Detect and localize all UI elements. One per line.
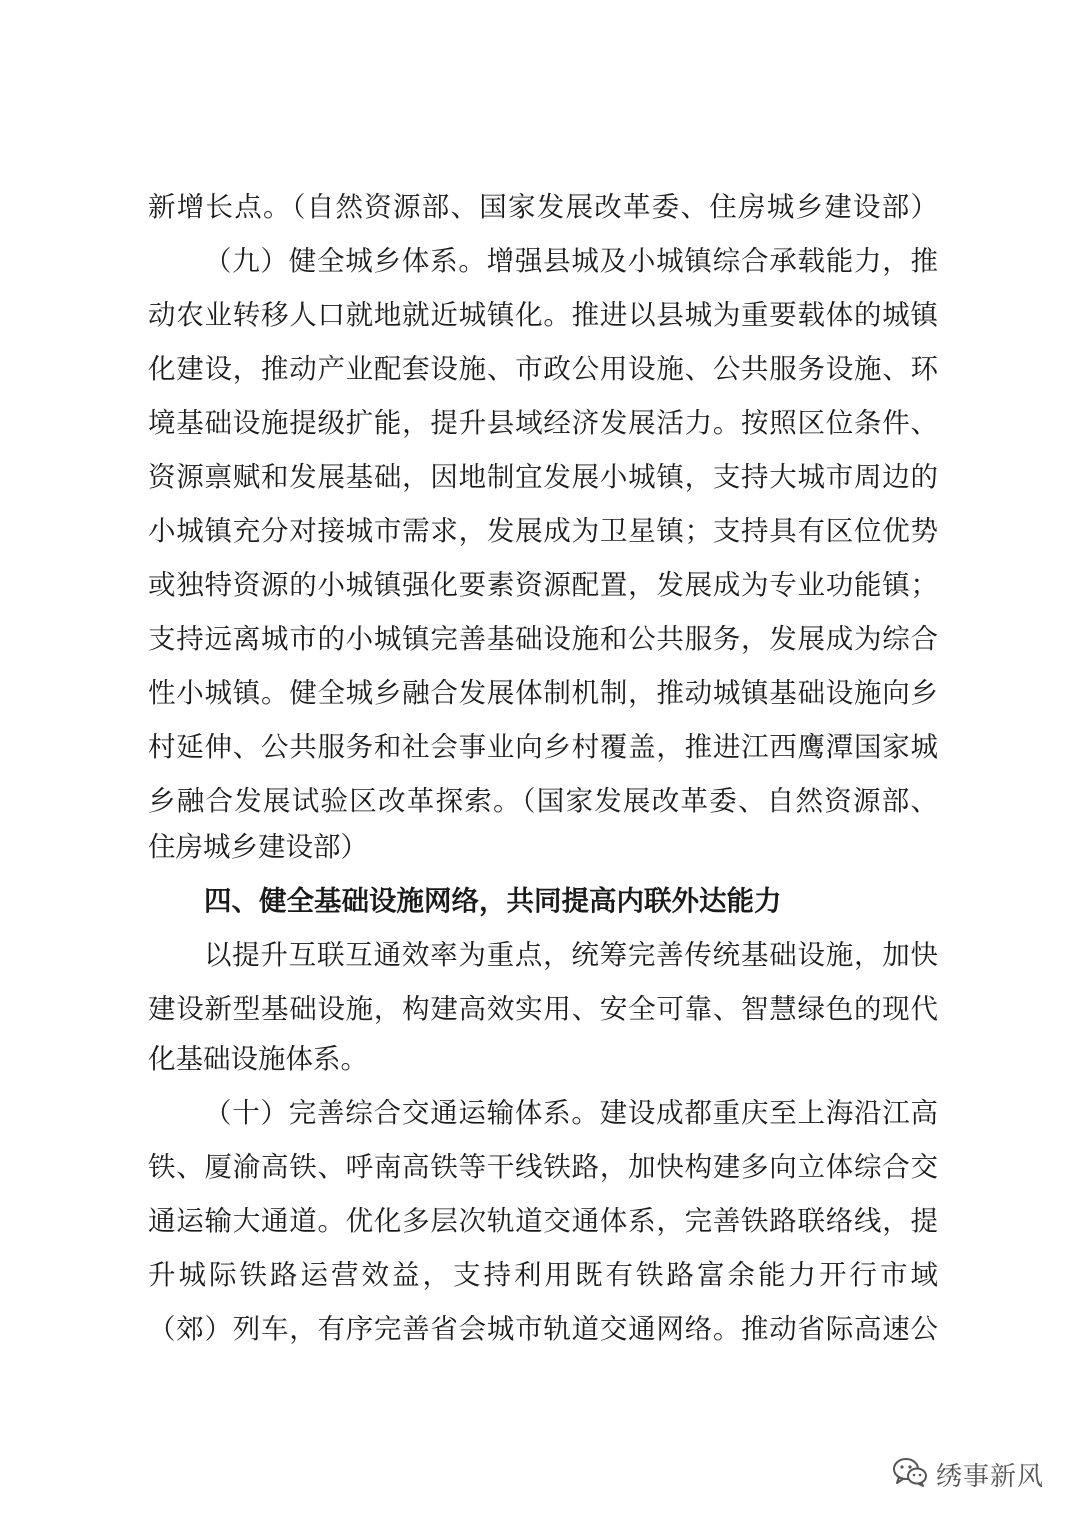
text-line: （郊）列车，有序完善省会城市轨道交通网络。推动省际高速公	[148, 1313, 938, 1345]
text-line: 新增长点。（自然资源部、国家发展改革委、住房城乡建设部）	[148, 191, 938, 223]
text-line: （九）健全城乡体系。增强县城及小城镇综合承载能力，推	[204, 245, 938, 277]
watermark-text: 绣事新风	[936, 1461, 1045, 1492]
text-line: 化基础设施体系。	[148, 1043, 368, 1075]
text-line: 铁、厦渝高铁、呼南高铁等干线铁路，加快构建多向立体综合交	[148, 1151, 938, 1183]
text-line: 资源禀赋和发展基础，因地制宜发展小城镇，支持大城市周边的	[148, 461, 938, 493]
text-line: 通运输大通道。优化多层次轨道交通体系，完善铁路联络线，提	[148, 1205, 938, 1237]
text-line: 性小城镇。健全城乡融合发展体制机制，推动城镇基础设施向乡	[148, 677, 938, 709]
text-line: 建设新型基础设施，构建高效实用、安全可靠、智慧绿色的现代	[148, 993, 938, 1025]
text-line: 村延伸、公共服务和社会事业向乡村覆盖，推进江西鹰潭国家城	[148, 731, 938, 763]
text-line: 升城际铁路运营效益，支持利用既有铁路富余能力开行市域	[148, 1259, 938, 1291]
text-line: 化建设，推动产业配套设施、市政公用设施、公共服务设施、环	[148, 353, 938, 385]
watermark	[892, 1454, 1044, 1494]
text-line: 或独特资源的小城镇强化要素资源配置，发展成为专业功能镇；	[148, 569, 938, 601]
text-line: 小城镇充分对接城市需求，发展成为卫星镇；支持具有区位优势	[148, 515, 938, 547]
text-line: 住房城乡建设部）	[148, 831, 368, 863]
text-line: 乡融合发展试验区改革探索。（国家发展改革委、自然资源部、	[148, 785, 938, 817]
text-line: 境基础设施提级扩能，提升县域经济发展活力。按照区位条件、	[148, 407, 938, 439]
text-line: 以提升互联互通效率为重点，统筹完善传统基础设施，加快	[204, 939, 938, 971]
text-line: 支持远离城市的小城镇完善基础设施和公共服务，发展成为综合	[148, 623, 938, 655]
wechat-icon	[892, 1456, 928, 1492]
section-heading: 四、健全基础设施网络，共同提高内联外达能力	[204, 885, 782, 917]
text-line: （十）完善综合交通运输体系。建设成都重庆至上海沿江高	[204, 1097, 938, 1129]
text-line: 动农业转移人口就地就近城镇化。推进以县城为重要载体的城镇	[148, 299, 938, 331]
